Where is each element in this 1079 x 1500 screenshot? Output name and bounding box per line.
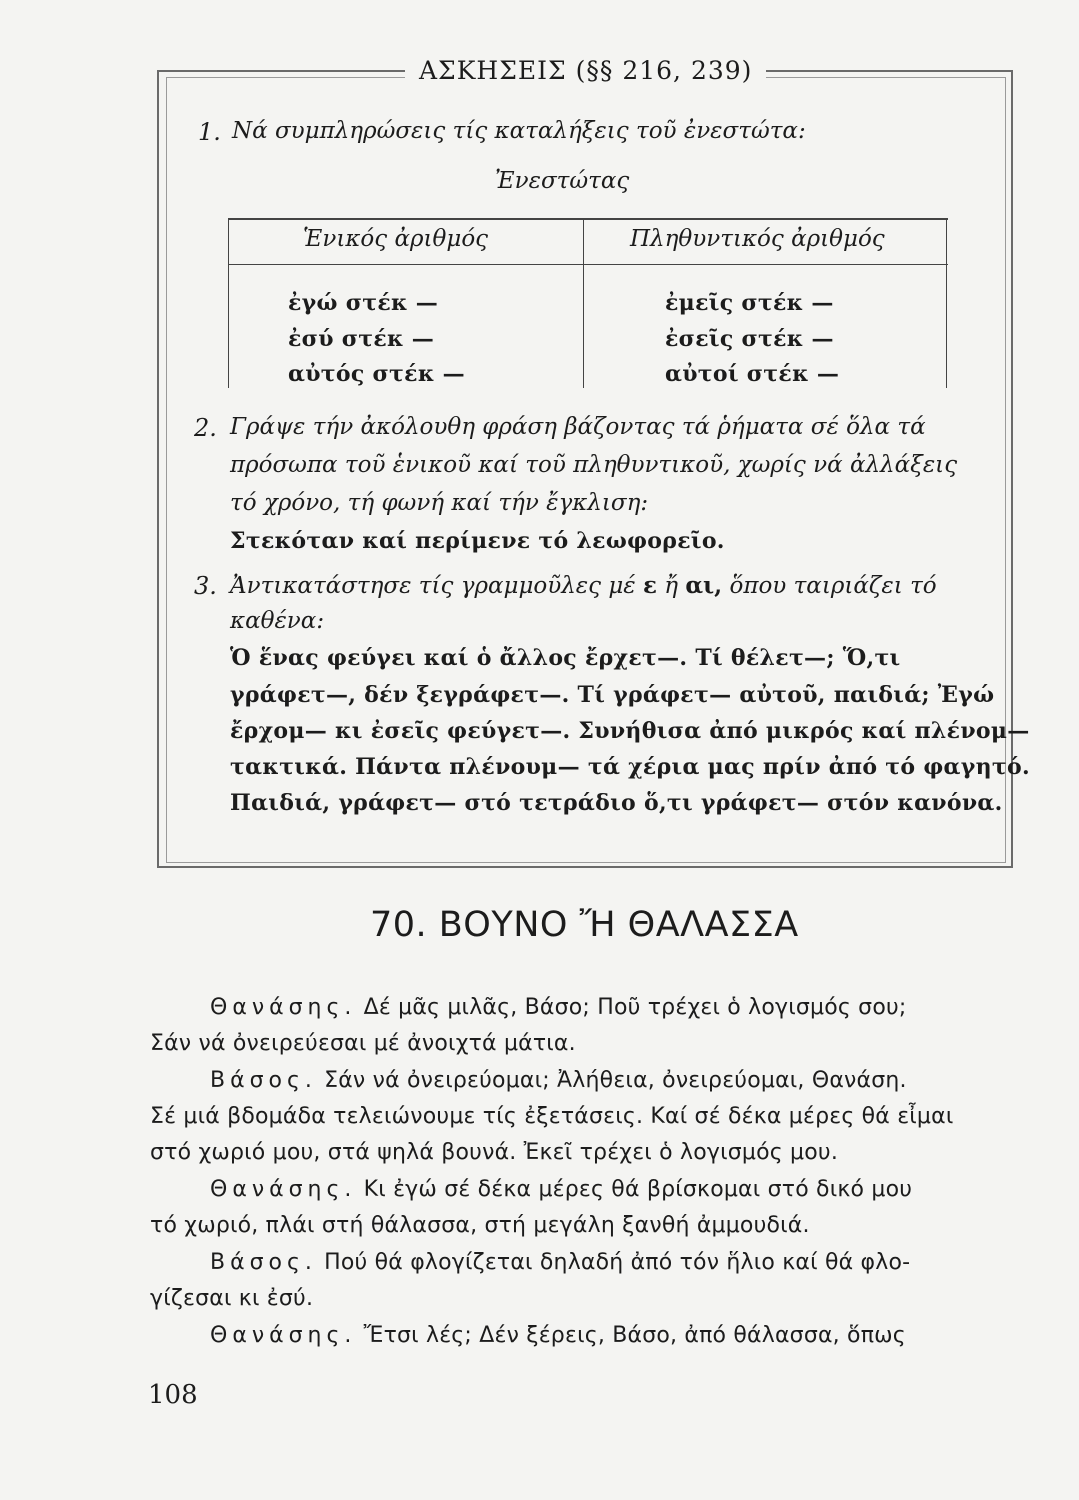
exercise-1-number: 1. bbox=[198, 118, 221, 146]
singular-form-1: ἐγώ στέκ — bbox=[288, 290, 439, 316]
exercise-2-number: 2. bbox=[194, 414, 217, 442]
dialogue-line-10 bbox=[210, 1323, 906, 1348]
exercise-3-line-1: Ὁ ἕνας φεύγει καί ὁ ἄλλος ἔρχετ—. Τί θέλετ—; Ὅ,τι bbox=[230, 645, 901, 671]
dialogue-line-4: Σέ μιά βδομάδα τελειώνουμε τίς ἐξετάσεις. Καί σέ δέκα μέρες θά εἶμαι bbox=[150, 1104, 954, 1129]
plural-form-1: ἐμεῖς στέκ — bbox=[665, 290, 834, 316]
singular-form-2: ἐσύ στέκ — bbox=[288, 326, 435, 352]
singular-form-3: αὐτός στέκ — bbox=[288, 361, 465, 387]
dialogue-text: Δέ μᾶς μιλᾶς, Βάσο; Ποῦ τρέχει ὁ λογισμός σου; bbox=[363, 995, 907, 1020]
lesson-heading: 70. ΒΟΥΝΟ Ἤ ΘΑΛΑΣΣΑ bbox=[370, 905, 799, 945]
speaker-name: Θανάσης. bbox=[210, 1177, 357, 1202]
dialogue-text: Πού θά φλογίζεται δηλαδή ἀπό τόν ἥλιο καί θά φλο- bbox=[324, 1250, 911, 1275]
page-number: 108 bbox=[148, 1380, 198, 1410]
exercise-3-number: 3. bbox=[194, 572, 217, 600]
table-middle-rule bbox=[583, 218, 584, 388]
speaker-name: Θανάσης. bbox=[210, 995, 357, 1020]
table-header-singular: Ἑνικός ἀριθμός bbox=[303, 226, 489, 252]
table-header-plural: Πληθυντικός ἀριθμός bbox=[630, 226, 885, 252]
table-top-rule bbox=[228, 218, 948, 220]
exercise-3-instruction bbox=[230, 572, 937, 599]
dialogue-line-6 bbox=[210, 1177, 912, 1202]
dialogue-line-2: Σάν νά ὀνειρεύεσαι μέ ἀνοιχτά μάτια. bbox=[150, 1031, 576, 1056]
table-header-rule bbox=[228, 264, 948, 265]
table-left-rule bbox=[228, 218, 229, 388]
exercise-2-sentence: Στεκόταν καί περίμενε τό λεωφορεῖο. bbox=[230, 528, 725, 554]
exercise-2-line-2: πρόσωπα τοῦ ἑνικοῦ καί τοῦ πληθυντικοῦ, χωρίς νά ἀλλάξεις bbox=[230, 452, 958, 478]
exercise-3-line-5: Παιδιά, γράφετ— στό τετράδιο ὅ,τι γράφετ— στόν κανόνα. bbox=[230, 790, 1003, 816]
dialogue-text: Ἔτσι λές; Δέν ξέρεις, Βάσο, ἀπό θάλασσα, ὅπως bbox=[363, 1323, 906, 1348]
speaker-name: Θανάσης. bbox=[210, 1323, 357, 1348]
exercise-3-instr-b: ὅπου ταιριάζει τό bbox=[729, 573, 937, 599]
exercise-3-instr-a: Ἀντικατάστησε τίς γραμμοῦλες μέ bbox=[230, 573, 636, 599]
dialogue-line-7: τό χωριό, πλάι στή θάλασσα, στή μεγάλη ξανθή ἀμμουδιά. bbox=[150, 1213, 810, 1238]
exercise-3-instr-c: καθένα: bbox=[230, 608, 325, 634]
exercise-3-line-3: ἔρχομ— κι ἐσεῖς φεύγετ—. Συνήθισα ἀπό μικρός καί πλένομ— bbox=[230, 718, 1030, 744]
exercise-3-line-2: γράφετ—, δέν ξεγράφετ—. Τί γράφετ— αὐτοῦ, παιδιά; Ἐγώ bbox=[230, 682, 995, 708]
exercise-2-line-1: Γράψε τήν ἀκόλουθη φράση βάζοντας τά ῥήματα σέ ὅλα τά bbox=[230, 414, 926, 440]
dialogue-text: Κι ἐγώ σέ δέκα μέρες θά βρίσκομαι στό δικό μου bbox=[363, 1177, 913, 1202]
dialogue-line-3 bbox=[210, 1068, 907, 1093]
table-right-rule bbox=[946, 218, 947, 388]
dialogue-line-1 bbox=[210, 995, 907, 1020]
speaker-name: Βάσος. bbox=[210, 1068, 317, 1093]
exercise-3-or: ἤ bbox=[664, 573, 679, 599]
dialogue-line-9: γίζεσαι κι ἐσύ. bbox=[150, 1286, 314, 1311]
exercises-title: ΑΣΚΗΣΕΙΣ (§§ 216, 239) bbox=[405, 56, 766, 85]
dialogue-line-8 bbox=[210, 1250, 910, 1275]
plural-form-2: ἐσεῖς στέκ — bbox=[665, 326, 834, 352]
exercise-3-letter-e: ε bbox=[642, 572, 657, 599]
plural-form-3: αὐτοί στέκ — bbox=[665, 361, 840, 387]
exercise-3-letters-ai: αι, bbox=[685, 572, 723, 599]
exercise-3-line-4: τακτικά. Πάντα πλένουμ— τά χέρια μας πρίν ἀπό τό φαγητό. bbox=[230, 754, 1030, 780]
exercise-2-line-3: τό χρόνο, τή φωνή καί τήν ἔγκλιση: bbox=[230, 490, 649, 516]
speaker-name: Βάσος. bbox=[210, 1250, 317, 1275]
dialogue-line-5: στό χωριό μου, στά ψηλά βουνά. Ἐκεῖ τρέχει ὁ λογισμός μου. bbox=[150, 1140, 839, 1165]
dialogue-text: Σάν νά ὀνειρεύομαι; Ἀλήθεια, ὀνειρεύομαι, Θανάση. bbox=[324, 1068, 907, 1093]
exercise-1-instruction: Νά συμπληρώσεις τίς καταλήξεις τοῦ ἐνεστώτα: bbox=[232, 118, 806, 144]
table-caption: Ἐνεστώτας bbox=[495, 168, 630, 194]
